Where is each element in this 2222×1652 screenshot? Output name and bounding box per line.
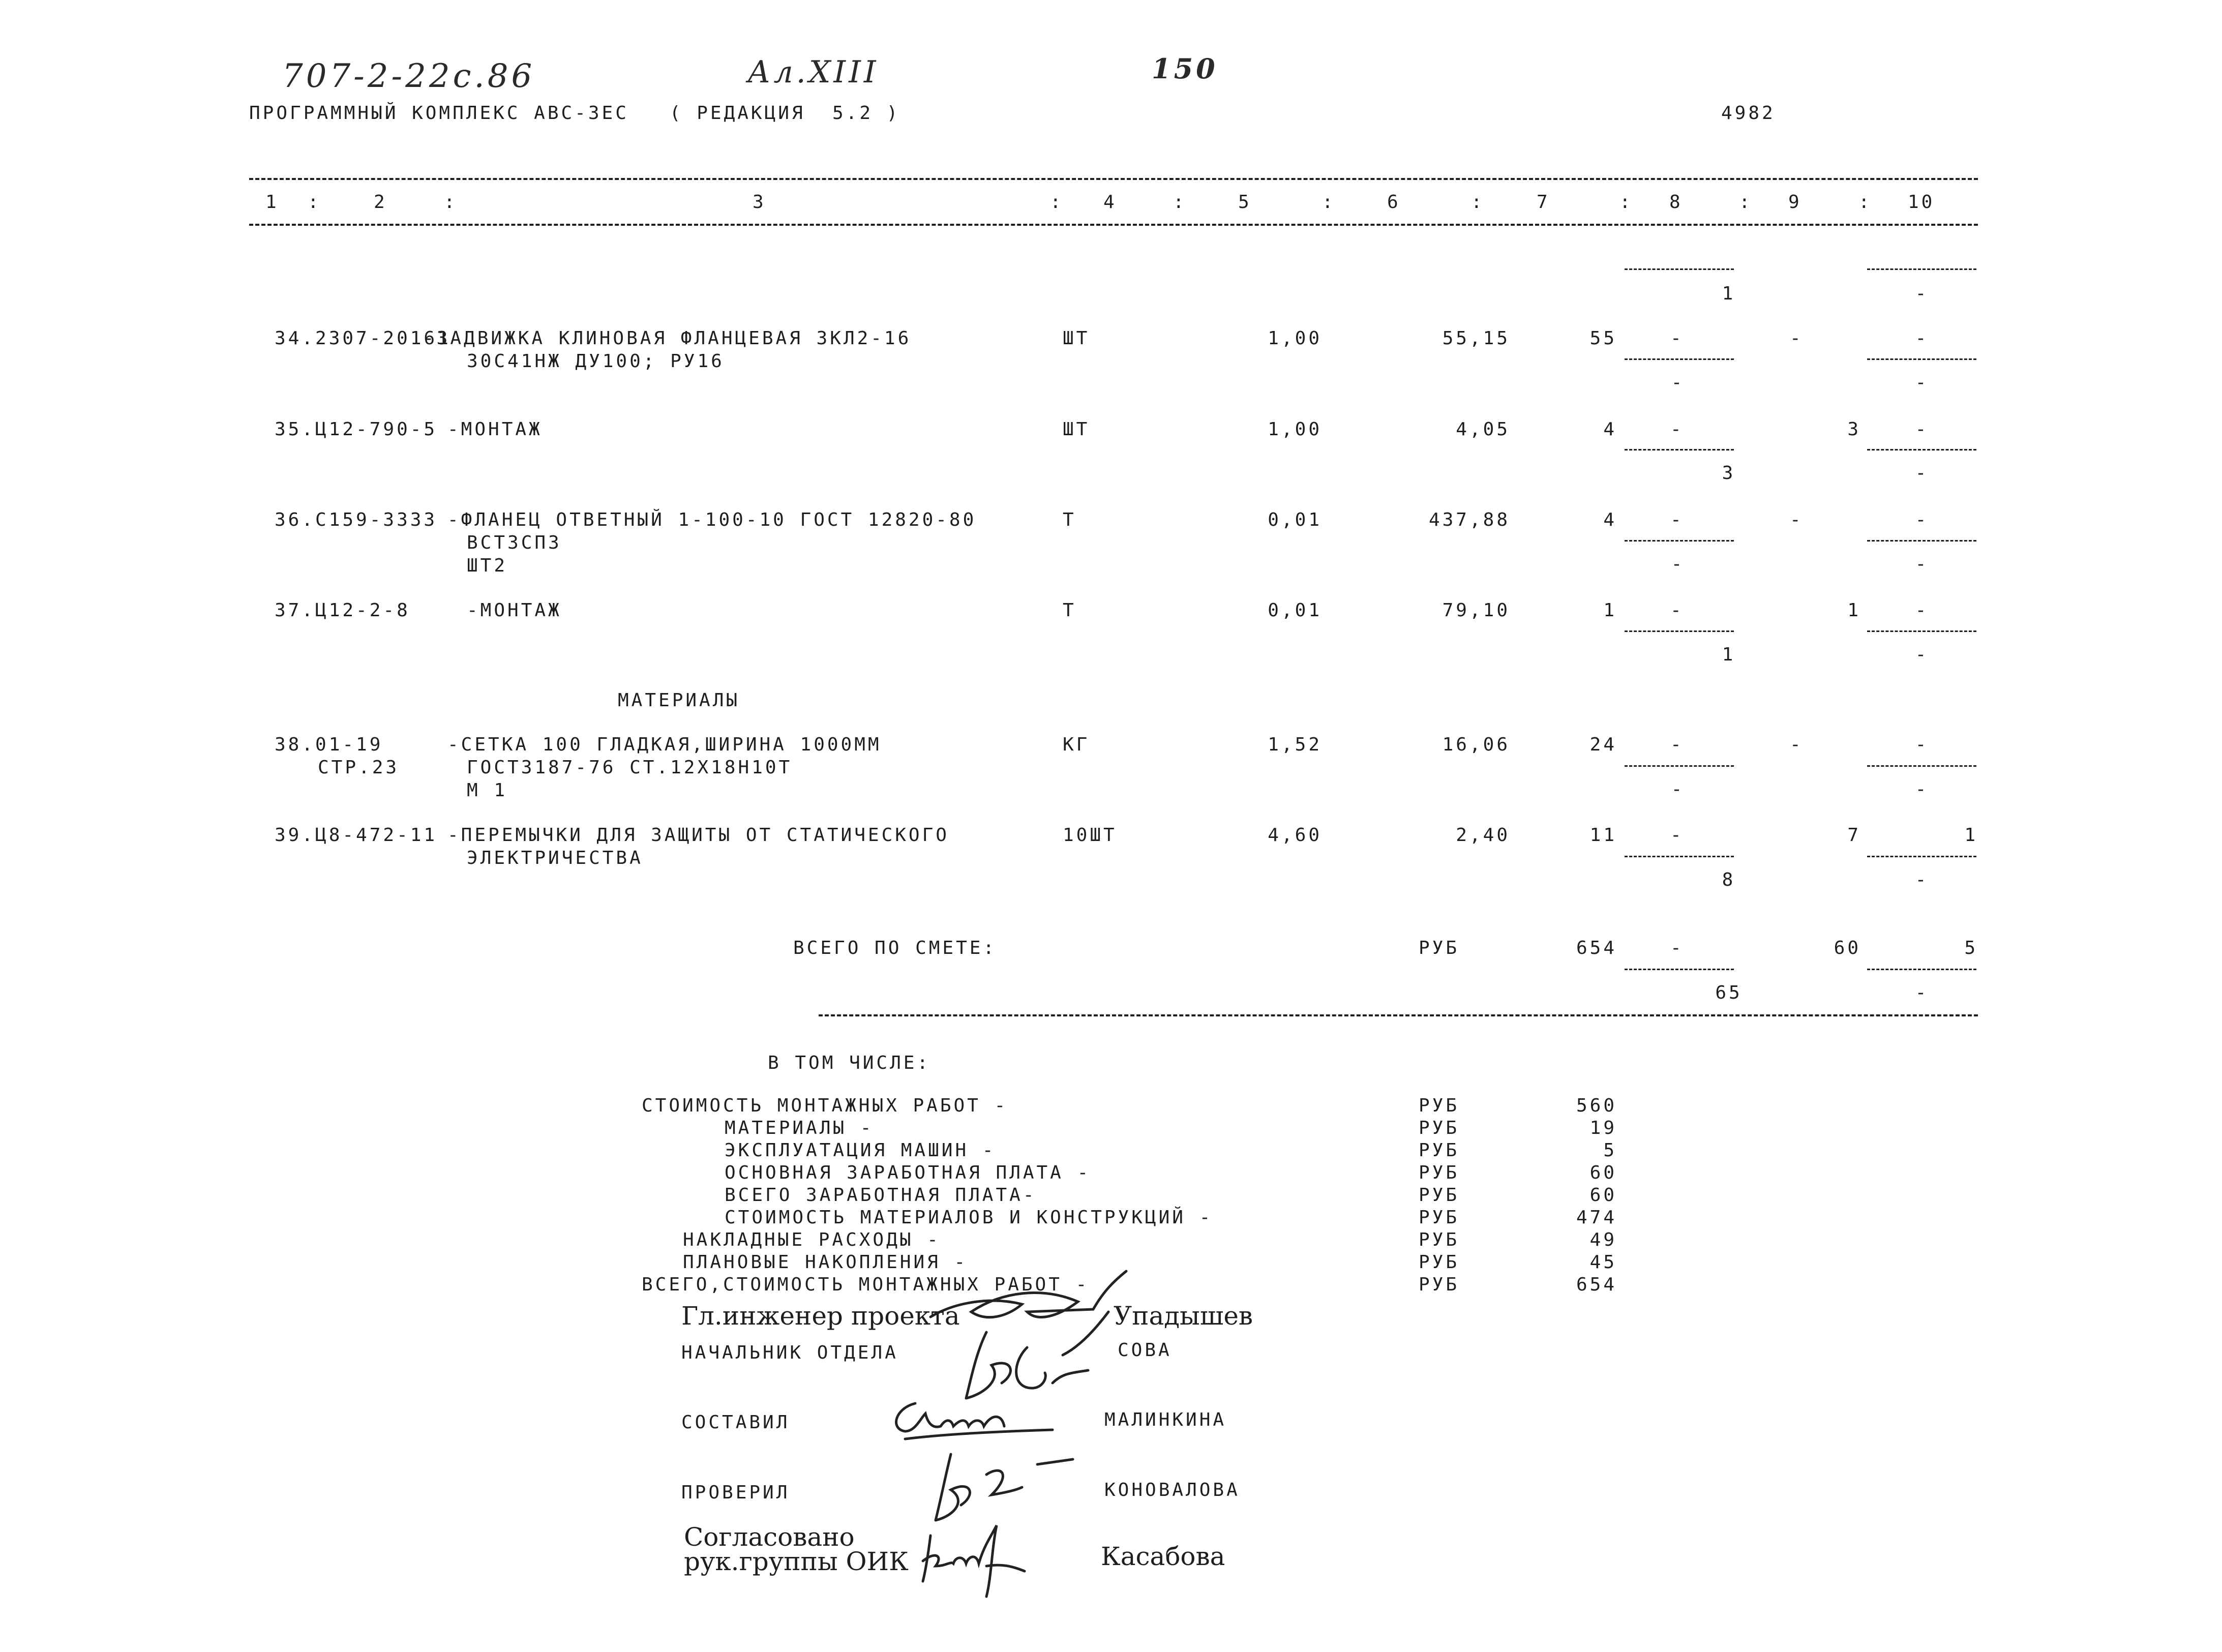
col-2-header: 2 [374,192,387,213]
col-5-header: 5 [1238,192,1252,213]
row-name: -МОНТАЖ [467,600,562,621]
row-qty: 0,01 [1268,509,1322,530]
row-price: 2,40 [1456,825,1510,846]
row-c10-top: - [1915,509,1929,530]
row-total: 11 [1589,825,1617,846]
breakdown-label: НАКЛАДНЫЕ РАСХОДЫ - [683,1229,941,1250]
page-number: 150 [1152,52,1218,85]
row-unit: 10ШТ [1063,825,1117,846]
program-line: ПРОГРАММНЫЙ КОМПЛЕКС АВС-3ЕС ( РЕДАКЦИЯ 5.2 ) [249,103,900,124]
row-name: -ФЛАНЕЦ ОТВЕТНЫЙ 1-100-10 ГОСТ 12820-80 [447,509,977,530]
row-c10-top: 1 [1964,825,1978,846]
row-c8-rule [1625,765,1734,767]
breakdown-label: ЭКСПЛУАТАЦИЯ МАШИН - [725,1140,996,1161]
col-4-header: 4 [1103,192,1117,213]
row-name-cont: ГОСТ3187-76 СТ.12Х18Н10Т [467,757,793,778]
col-7-header: 7 [1537,192,1550,213]
breakdown-value: 474 [1576,1207,1617,1228]
handwritten-signature [885,1383,1058,1454]
handwritten-signature [920,1444,1083,1525]
row-c10-bottom: - [1915,644,1929,665]
row-price: 4,05 [1456,419,1510,440]
row-c8-top: - [1670,825,1684,846]
breakdown-unit: РУБ [1419,1274,1460,1295]
row-c8-top: - [1670,600,1684,621]
row-total: 4 [1603,419,1617,440]
row-name-cont: М 1 [467,780,508,801]
grand-total-value: 654 [1576,938,1617,958]
carry-c10-bottom: - [1915,283,1929,304]
col-sep: : [1322,192,1336,213]
grand-total-c9: 60 [1834,938,1861,958]
breakdown-label: ОСНОВНАЯ ЗАРАБОТНАЯ ПЛАТА - [725,1162,1091,1183]
grand-total-c10-bottom: - [1915,982,1929,1003]
row-c10-rule [1867,449,1976,450]
signature-role-compiled-by: СОСТАВИЛ [681,1412,790,1433]
row-c8-top: - [1670,509,1684,530]
breakdown-label: ПЛАНОВЫЕ НАКОПЛЕНИЯ - [683,1252,968,1273]
row-c8-rule [1625,540,1734,542]
row-price: 437,88 [1428,509,1510,530]
grand-total-rule [819,1014,1978,1016]
col-sep: : [1739,192,1753,213]
row-c8-rule [1625,358,1734,360]
col-sep: : [1173,192,1187,213]
row-code-cont: СТР.23 [318,757,400,778]
row-c9: 1 [1847,600,1861,621]
breakdown-label: МАТЕРИАЛЫ - [725,1118,874,1138]
row-c8-rule [1625,449,1734,450]
breakdown-value: 560 [1576,1095,1617,1116]
grand-total-c10-rule [1867,969,1976,970]
row-c10-rule [1867,358,1976,360]
breakdown-unit: РУБ [1419,1185,1460,1206]
grand-total-unit: РУБ [1419,938,1460,958]
row-c10-top: - [1915,600,1929,621]
row-unit: КГ [1063,734,1090,755]
row-code: 35.Ц12-790-5 [275,419,438,440]
col-sep: : [1858,192,1872,213]
row-total: 4 [1603,509,1617,530]
row-c9: 7 [1847,825,1861,846]
row-qty: 0,01 [1268,600,1322,621]
signature-role-agreed-group: рук.группы ОИК [684,1547,909,1576]
breakdown-unit: РУБ [1419,1252,1460,1273]
row-total: 24 [1589,734,1617,755]
breakdown-value: 60 [1589,1162,1617,1183]
header-bottom-rule [249,224,1978,226]
col-6-header: 6 [1387,192,1401,213]
album-number: Ал.XIII [747,54,879,90]
breakdown-unit: РУБ [1419,1207,1460,1228]
breakdown-unit: РУБ [1419,1229,1460,1250]
breakdown-value: 60 [1589,1185,1617,1206]
row-c8-top: - [1670,328,1684,349]
row-name: -СЕТКА 100 ГЛАДКАЯ,ШИРИНА 1000ММ [447,734,882,755]
row-qty: 1,00 [1268,328,1322,349]
row-qty: 4,60 [1268,825,1322,846]
grand-total-c8-top: - [1670,938,1684,958]
col-sep: : [444,192,458,213]
row-total: 55 [1589,328,1617,349]
header-top-rule [249,178,1978,180]
row-c9: - [1790,734,1804,755]
row-c8-bottom: - [1671,779,1685,800]
col-8-header: 8 [1669,192,1683,213]
breakdown-label: ВСЕГО,СТОИМОСТЬ МОНТАЖНЫХ РАБОТ - [642,1274,1090,1295]
signature-name-chief-engineer: Упадышев [1114,1301,1253,1331]
row-c9: 3 [1847,419,1861,440]
row-total: 1 [1603,600,1617,621]
row-c10-bottom: - [1915,554,1929,575]
col-1-header: 1 [265,192,279,213]
breakdown-value: 45 [1589,1252,1617,1273]
row-c10-top: - [1915,734,1929,755]
row-c10-top: - [1915,328,1929,349]
breakdown-value: 19 [1589,1118,1617,1138]
row-c8-bottom: 3 [1722,463,1736,484]
breakdown-unit: РУБ [1419,1140,1460,1161]
grand-total-c10-top: 5 [1964,938,1978,958]
row-code: 37.Ц12-2-8 [275,600,410,621]
row-c8-bottom: 8 [1722,869,1736,890]
signature-role-department-head: НАЧАЛЬНИК ОТДЕЛА [681,1342,898,1363]
materials-heading: МАТЕРИАЛЫ [618,690,740,711]
row-c10-rule [1867,856,1976,857]
col-sep: : [1050,192,1064,213]
breakdown-label: СТОИМОСТЬ МАТЕРИАЛОВ И КОНСТРУКЦИЙ - [725,1207,1213,1228]
row-c8-top: - [1670,734,1684,755]
breakdown-value: 654 [1576,1274,1617,1295]
row-price: 79,10 [1442,600,1510,621]
signature-name-department-head: СОВА [1118,1340,1172,1361]
row-name-cont: ШТ2 [467,555,508,576]
row-c10-bottom: - [1915,779,1929,800]
row-c8-bottom: - [1671,372,1685,393]
row-c10-rule [1867,630,1976,632]
row-code: 38.01-19 [275,734,383,755]
breakdown-value: 49 [1589,1229,1617,1250]
breakdown-value: 5 [1603,1140,1617,1161]
row-code: 34.2307-20161 [275,328,451,349]
signature-role-checked-by: ПРОВЕРИЛ [681,1482,790,1503]
row-name: -МОНТАЖ [447,419,543,440]
col-10-header: 10 [1908,192,1935,213]
row-name-cont: ЭЛЕКТРИЧЕСТВА [467,848,643,868]
row-code: 39.Ц8-472-11 [275,825,438,846]
row-c9: - [1790,328,1804,349]
grand-total-c8-rule [1625,969,1734,970]
col-sep: : [308,192,321,213]
row-name-cont: 30С41НЖ ДУ100; РУ16 [467,351,725,372]
row-c10-bottom: - [1915,869,1929,890]
grand-total-label: ВСЕГО ПО СМЕТЕ: [793,938,997,958]
row-c9: - [1790,509,1804,530]
grand-total-c8-bottom: 65 [1715,982,1743,1003]
document-number: 707-2-22с.86 [282,57,535,95]
row-c10-rule [1867,540,1976,542]
row-c8-rule [1625,630,1734,632]
sheet-number: 4982 [1721,103,1776,124]
row-c10-rule [1867,765,1976,767]
signature-name-compiled-by: МАЛИНКИНА [1104,1409,1227,1430]
col-sep: : [1619,192,1633,213]
breakdown-label: СТОИМОСТЬ МОНТАЖНЫХ РАБОТ - [642,1095,1008,1116]
signature-name-checked-by: КОНОВАЛОВА [1104,1480,1240,1500]
row-qty: 1,00 [1268,419,1322,440]
carry-c8-rule [1625,268,1734,270]
carry-c8-bottom: 1 [1722,283,1736,304]
row-price: 16,06 [1442,734,1510,755]
signature-role-chief-engineer: Гл.инженер проекта [681,1301,960,1331]
signature-name-agreed: Касабова [1101,1542,1225,1571]
carry-c10-rule [1867,268,1976,270]
including-heading: В ТОМ ЧИСЛЕ: [768,1053,931,1073]
breakdown-label: ВСЕГО ЗАРАБОТНАЯ ПЛАТА- [725,1185,1037,1206]
breakdown-unit: РУБ [1419,1162,1460,1183]
col-3-header: 3 [753,192,766,213]
row-c8-rule [1625,856,1734,857]
row-c10-top: - [1915,419,1929,440]
row-name: -ЗАДВИЖКА КЛИНОВАЯ ФЛАНЦЕВАЯ ЗКЛ2-16 [423,328,912,349]
breakdown-unit: РУБ [1419,1118,1460,1138]
col-9-header: 9 [1788,192,1802,213]
breakdown-unit: РУБ [1419,1095,1460,1116]
row-c8-bottom: 1 [1722,644,1736,665]
col-sep: : [1471,192,1485,213]
row-unit: ШТ [1063,419,1090,440]
row-unit: Т [1063,509,1076,530]
signature-role-agreed: Согласовано [684,1522,855,1552]
row-unit: ШТ [1063,328,1090,349]
row-code: 36.С159-3333 [275,509,438,530]
row-name-cont: ВСТ3СП3 [467,532,562,553]
row-qty: 1,52 [1268,734,1322,755]
row-c10-bottom: - [1915,463,1929,484]
row-name: -ПЕРЕМЫЧКИ ДЛЯ ЗАЩИТЫ ОТ СТАТИЧЕСКОГО [447,825,949,846]
row-price: 55,15 [1442,328,1510,349]
handwritten-signature [915,1515,1047,1602]
row-c8-top: - [1670,419,1684,440]
row-c8-bottom: - [1671,554,1685,575]
row-unit: Т [1063,600,1076,621]
row-c10-bottom: - [1915,372,1929,393]
